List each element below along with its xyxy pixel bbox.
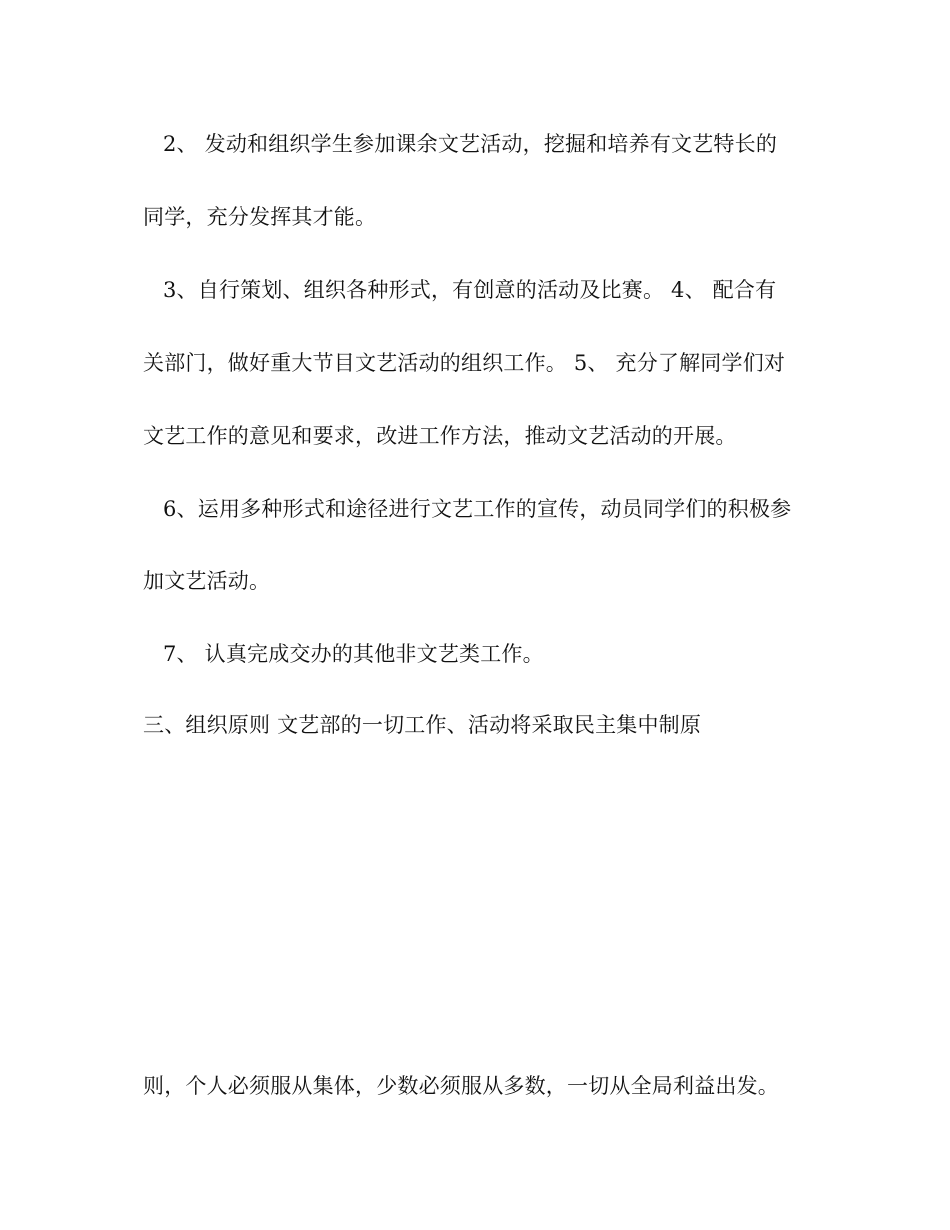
text-line-principles-cont: 则，个人必须服从集体，少数必须服从多数，一切从全局利益出发。 — [143, 1074, 779, 1098]
text-line-item-2-cont: 同学，充分发挥其才能。 — [143, 205, 377, 229]
text-line-item-6: 6、运用多种形式和途径进行文艺工作的宣传，动员同学们的积极参 — [163, 497, 792, 521]
text-line-item-7: 7、 认真完成交办的其他非文艺类工作。 — [163, 642, 544, 666]
text-line-item-5-cont: 文艺工作的意见和要求，改进工作方法，推动文艺活动的开展。 — [143, 424, 737, 448]
text-line-item-4-5: 关部门，做好重大节目文艺活动的组织工作。 5、 充分了解同学们对 — [143, 351, 786, 375]
text-line-item-2: 2、 发动和组织学生参加课余文艺活动，挖掘和培养有文艺特长的 — [163, 132, 778, 156]
section-heading-principles: 三、组织原则 文艺部的一切工作、活动将采取民主集中制原 — [143, 713, 702, 737]
text-line-item-6-cont: 加文艺活动。 — [143, 569, 271, 593]
text-line-item-3: 3、自行策划、组织各种形式，有创意的活动及比赛。 4、 配合有 — [163, 278, 777, 302]
